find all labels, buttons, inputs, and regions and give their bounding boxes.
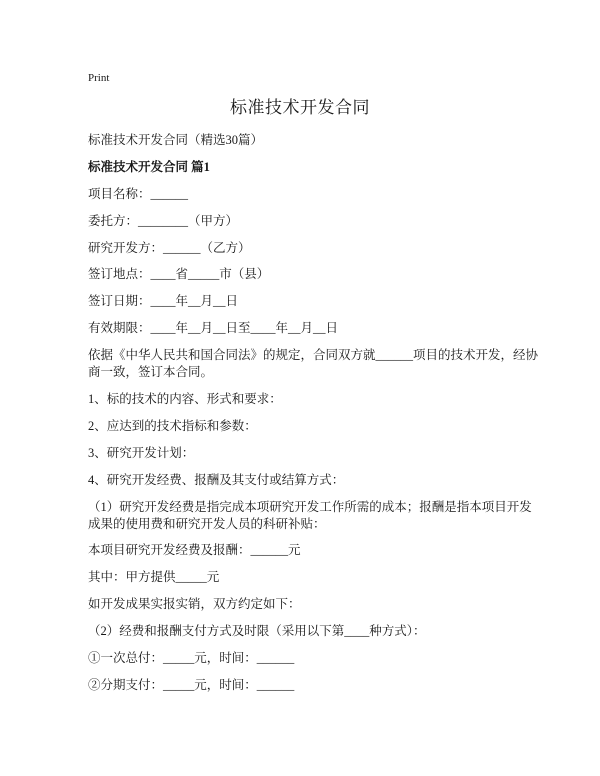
paragraph-line: 依据《中华人民共和国合同法》的规定，合同双方就______项目的技术开发，经协 <box>88 348 539 363</box>
clause-item: 2、应达到的技术指标和参数： <box>88 418 257 433</box>
print-link[interactable]: Print <box>88 72 110 84</box>
section-heading: 标准技术开发合同 篇1 <box>88 159 210 174</box>
field-installment-payment: ②分期支付：_____元，时间：______ <box>88 677 295 692</box>
clause-item: 4、研究开发经费、报酬及其支付或结算方式： <box>88 472 345 487</box>
field-validity-period: 有效期限：____年__月__日至____年__月__日 <box>88 321 339 336</box>
field-client: 委托方：________（甲方） <box>88 213 239 228</box>
field-project-name: 项目名称：______ <box>88 186 189 201</box>
document-subtitle: 标准技术开发合同（精选30篇） <box>88 133 264 147</box>
field-lump-sum-payment: ①一次总付：_____元，时间：______ <box>88 651 295 666</box>
field-signing-date: 签订日期：____年__月__日 <box>88 294 239 309</box>
paragraph-line: 成果的使用费和研究开发人员的科研补贴： <box>88 516 326 531</box>
clause-item: （2）经费和报酬支付方式及时限（采用以下第____种方式）： <box>88 624 426 639</box>
clause-item: 3、研究开发计划： <box>88 445 195 460</box>
clause-item: 1、标的技术的内容、形式和要求： <box>88 392 282 407</box>
field-total-funding: 本项目研究开发经费及报酬：______元 <box>88 543 301 558</box>
field-signing-place: 签订地点：____省_____市（县） <box>88 267 270 282</box>
field-developer: 研究开发方：______（乙方） <box>88 240 251 255</box>
paragraph-line: 商一致，签订本合同。 <box>88 365 214 380</box>
paragraph-line: 如开发成果实报实销，双方约定如下： <box>88 597 301 612</box>
field-party-a-funding: 其中：甲方提供_____元 <box>88 570 220 585</box>
paragraph-line: （1）研究开发经费是指完成本项研究开发工作所需的成本；报酬是指本项目开发 <box>88 499 532 514</box>
document-body <box>88 132 539 704</box>
document-title: 标准技术开发合同 <box>230 98 370 117</box>
